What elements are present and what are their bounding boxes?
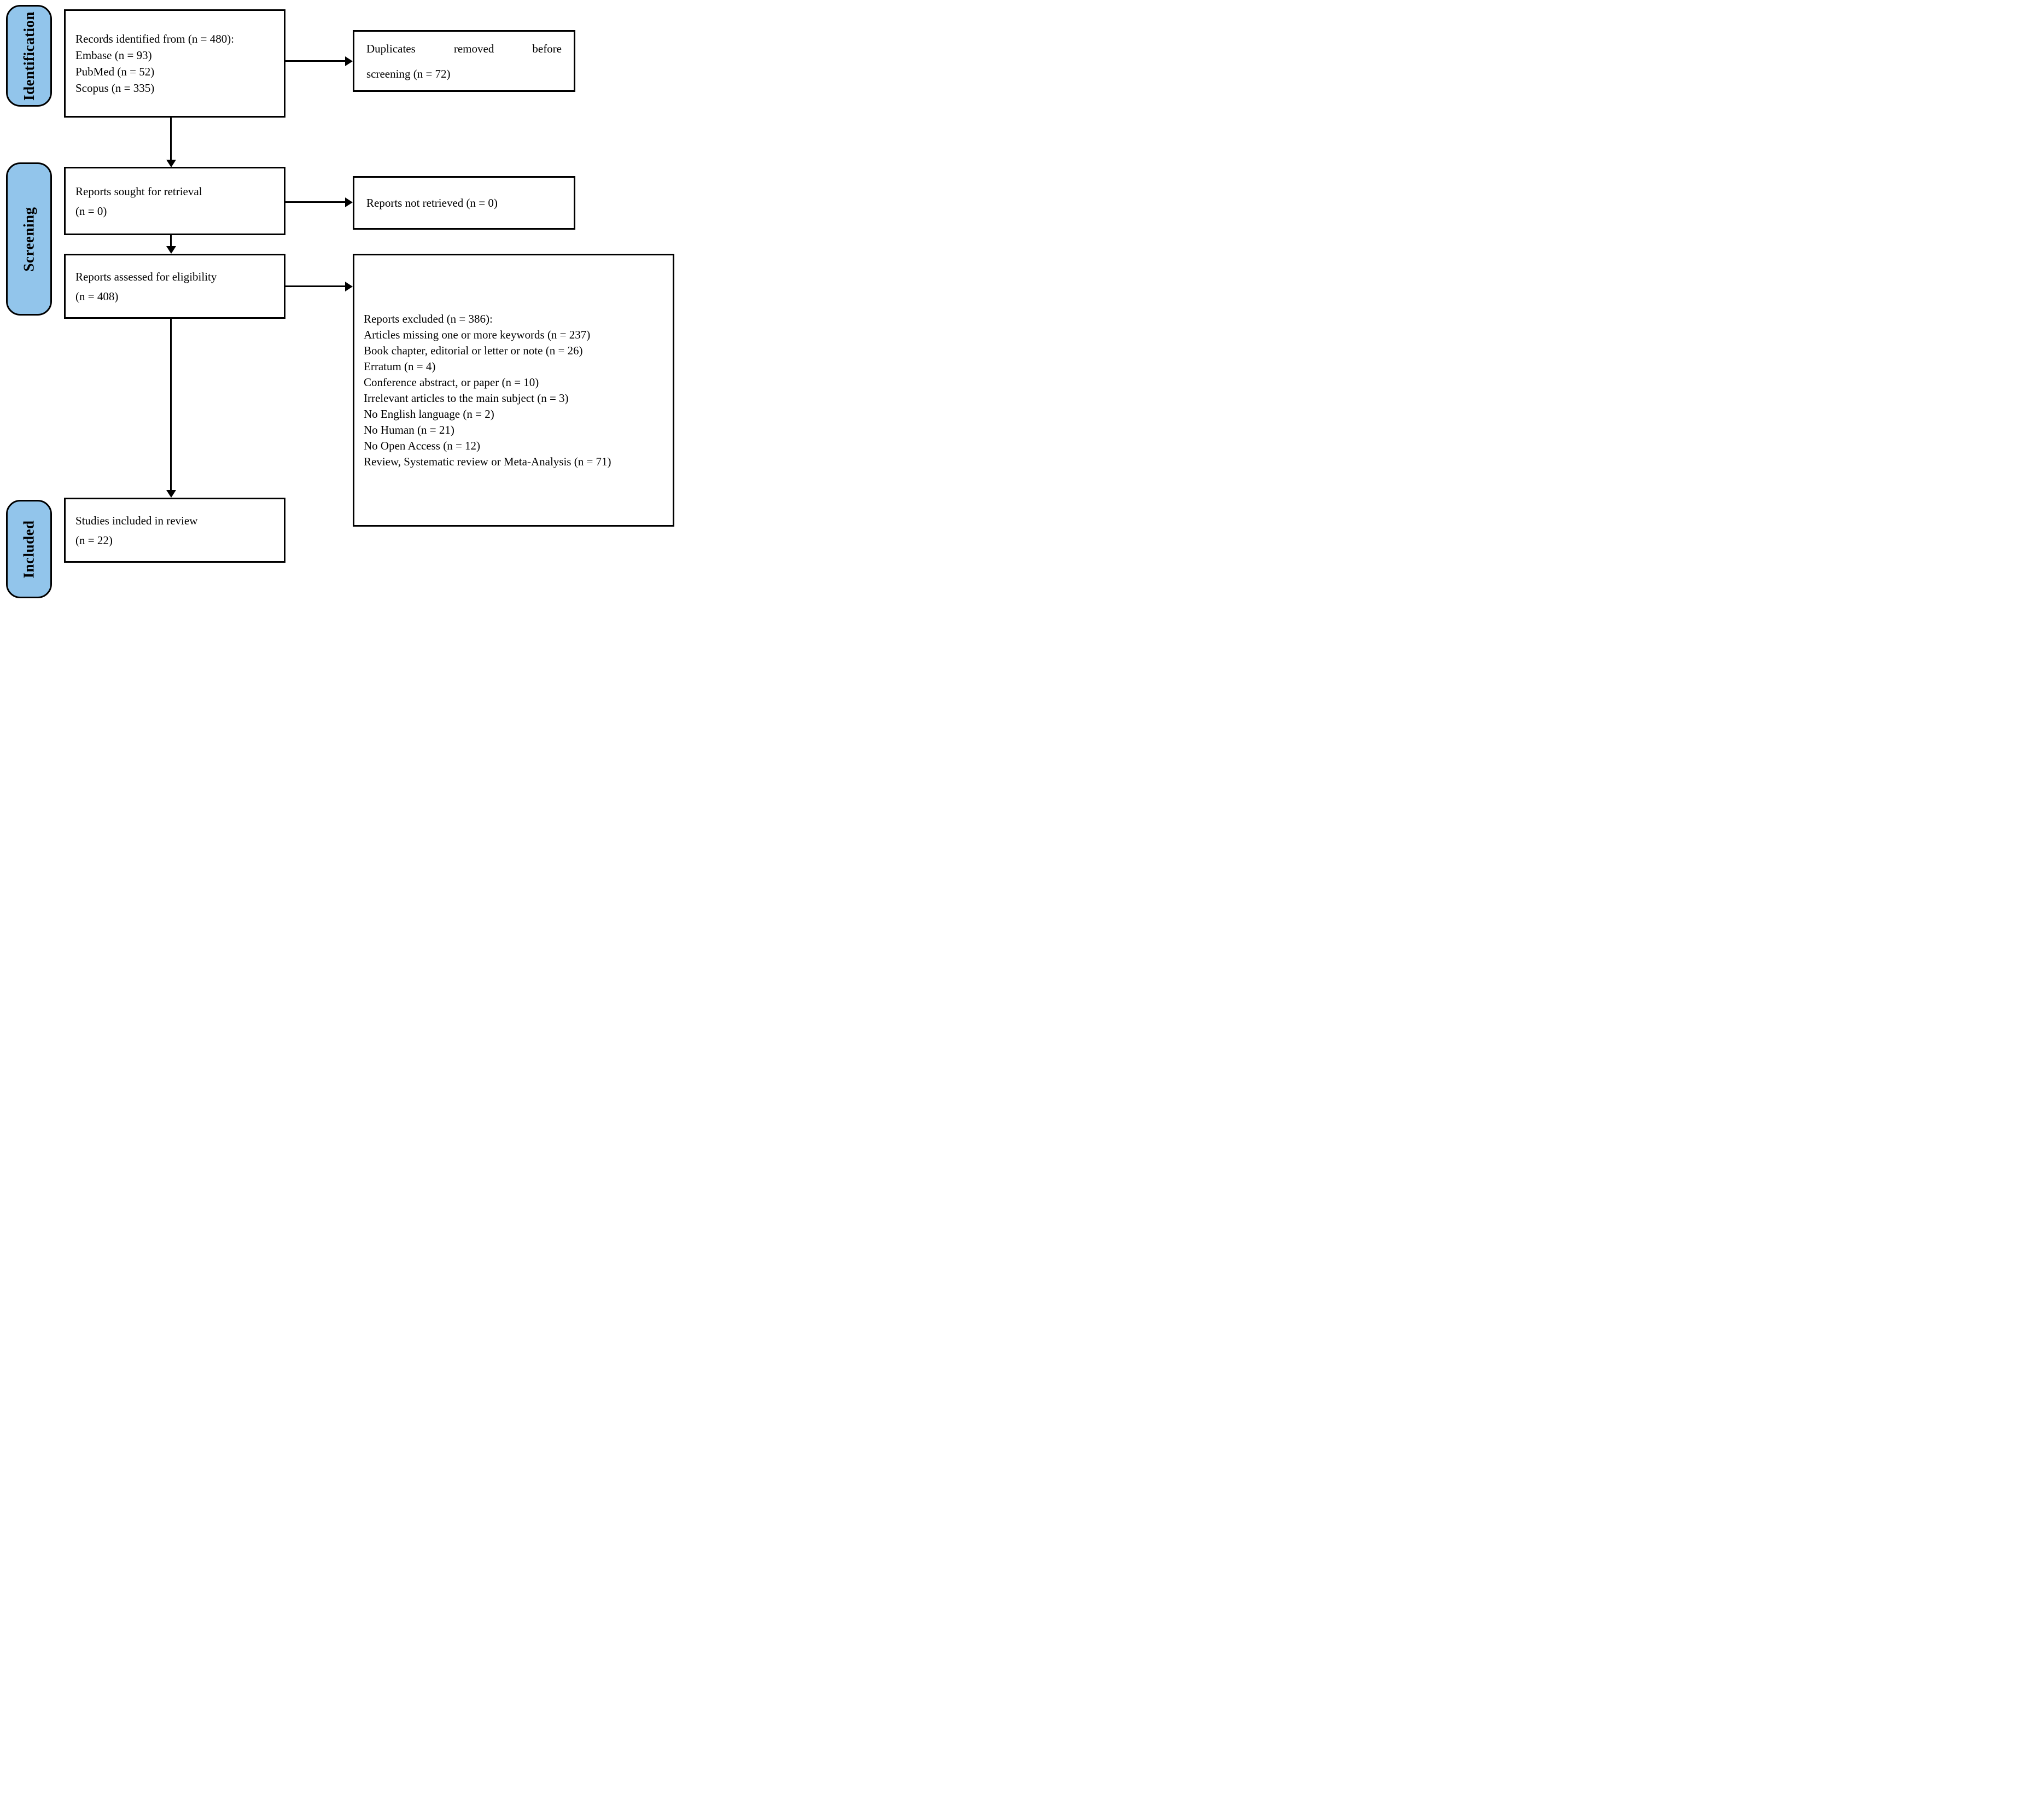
box-text-line: Reports excluded (n = 386):	[364, 312, 493, 325]
arrow-line	[285, 60, 346, 62]
stage-label-included	[6, 500, 52, 598]
box-text-line: (n = 408)	[75, 289, 119, 303]
box-records-identified	[64, 9, 285, 118]
box-text-line: Reports sought for retrieval	[75, 184, 202, 198]
arrowhead-down-icon	[166, 246, 176, 254]
box-text-line: Duplicates removed before	[366, 42, 562, 55]
arrowhead-right-icon	[345, 56, 353, 66]
arrowhead-down-icon	[166, 160, 176, 167]
prisma-flow-diagram	[0, 0, 678, 606]
arrow-line	[285, 285, 346, 287]
arrowhead-down-icon	[166, 490, 176, 498]
box-text-line: No English language (n = 2)	[364, 407, 494, 421]
box-text-line: Embase (n = 93)	[75, 49, 152, 62]
box-text-line: Review, Systematic review or Meta-Analysis (n = 71)	[364, 454, 611, 468]
stage-label-screening	[6, 162, 52, 316]
arrow-line	[170, 118, 172, 161]
box-text-line: Records identified from (n = 480):	[75, 32, 235, 45]
box-text-line: (n = 0)	[75, 204, 107, 218]
box-reports-assessed	[64, 254, 285, 319]
box-text-line: Irrelevant articles to the main subject (n = 3)	[364, 391, 569, 405]
box-text-line: Studies included in review	[75, 514, 198, 527]
arrowhead-right-icon	[345, 197, 353, 207]
box-reports-not-retrieved	[353, 176, 575, 230]
stage-label-included-text: Included	[20, 520, 37, 579]
box-text-line: Conference abstract, or paper (n = 10)	[364, 375, 539, 389]
arrowhead-right-icon	[345, 282, 353, 291]
box-reports-sought	[64, 167, 285, 235]
box-reports-excluded	[353, 254, 674, 527]
box-text-line: No Open Access (n = 12)	[364, 439, 481, 452]
arrow-line	[170, 319, 172, 491]
box-text-line: screening (n = 72)	[366, 67, 451, 80]
box-text-line: PubMed (n = 52)	[75, 65, 155, 78]
stage-label-identification-text: Identification	[20, 11, 37, 101]
box-text-line: Scopus (n = 335)	[75, 81, 155, 95]
box-text-line: No Human (n = 21)	[364, 423, 454, 436]
box-text-line: Erratum (n = 4)	[364, 359, 436, 373]
box-duplicates-removed	[353, 30, 575, 92]
arrow-line	[285, 201, 346, 203]
box-text-line: Reports assessed for eligibility	[75, 270, 217, 283]
box-text-line: (n = 22)	[75, 533, 113, 547]
box-text-line: Reports not retrieved (n = 0)	[366, 196, 498, 209]
box-text-line: Book chapter, editorial or letter or note (n = 26)	[364, 343, 583, 357]
box-text-line: Articles missing one or more keywords (n = 237)	[364, 328, 591, 341]
stage-label-screening-text: Screening	[20, 207, 37, 271]
stage-label-identification	[6, 5, 52, 107]
arrow-line	[170, 235, 172, 247]
box-studies-included	[64, 498, 285, 563]
